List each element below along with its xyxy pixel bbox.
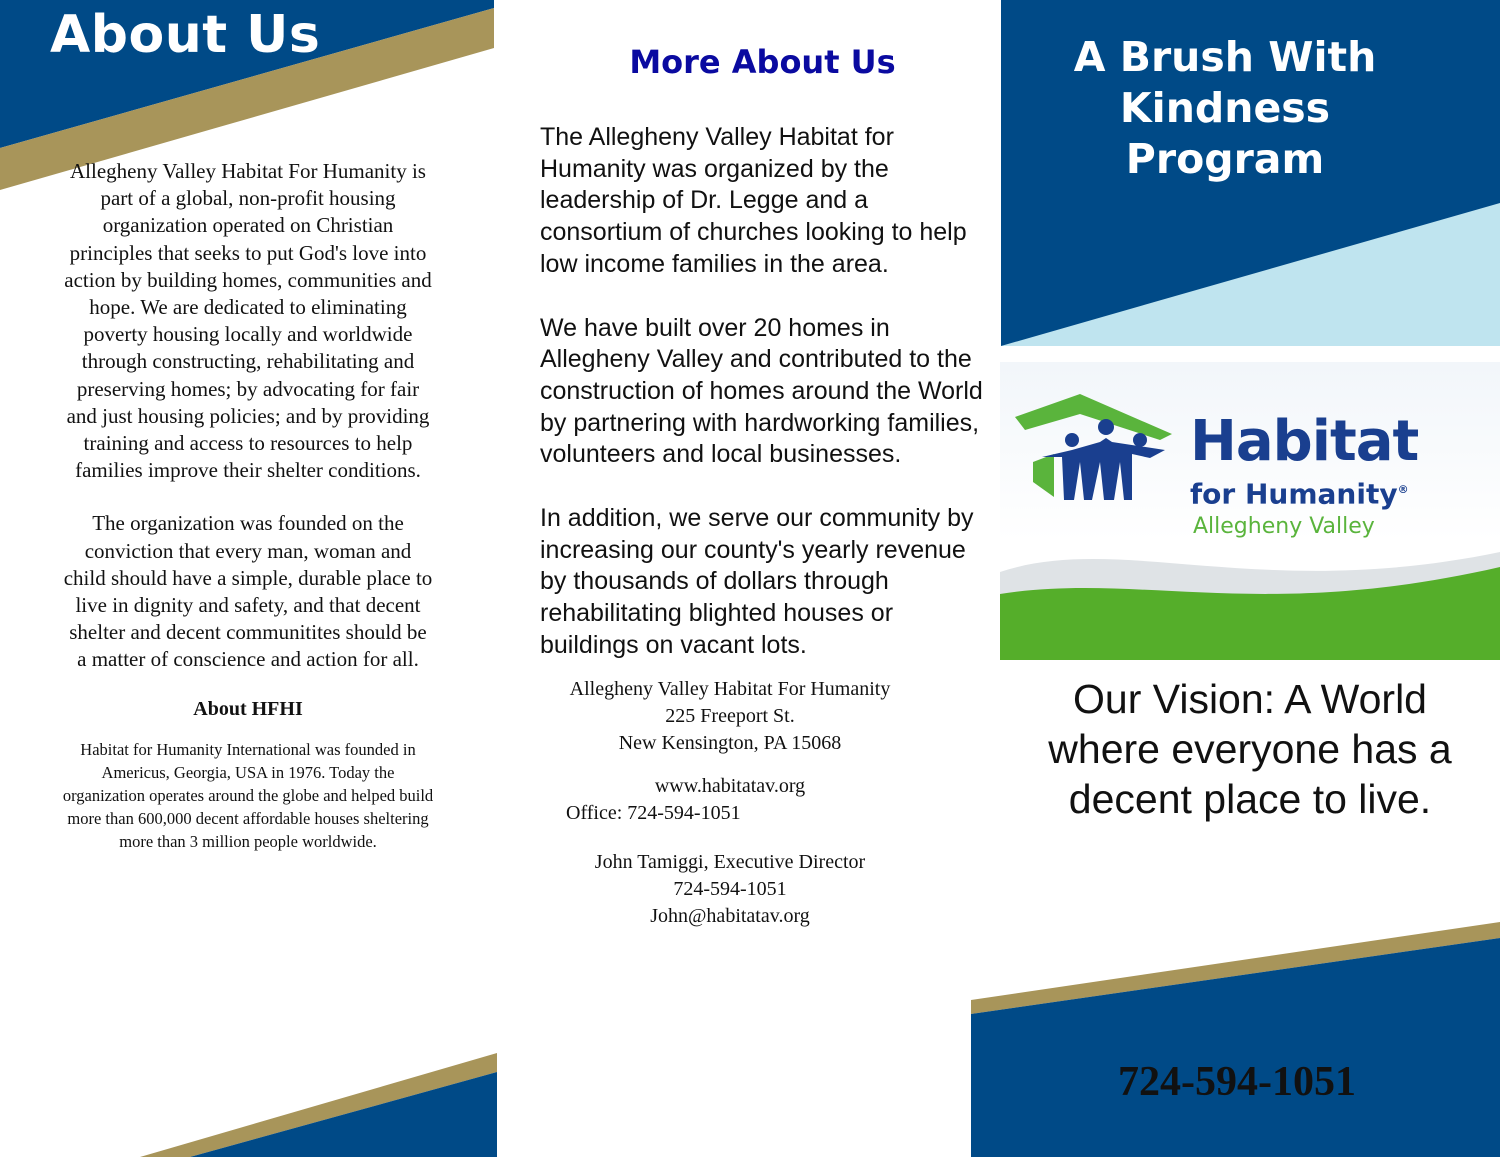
more-about-paragraph-2: We have built over 20 homes in Allegheny Valley and contributed to the construction of homes around the World by partnering with hardworking families, volunteers and local businesses.	[540, 313, 983, 469]
middle-column	[540, 42, 985, 930]
address-city: New Kensington, PA 15068	[618, 731, 842, 754]
habitat-logo	[1000, 362, 1500, 660]
logo-graphic	[1000, 362, 1500, 660]
about-hfhi-text: Habitat for Humanity International was founded in Americus, Georgia, USA in 1976. Today the organization operates around the globe and helped build more than 600,000 decent affordable houses sheltering more than 3 million people worldwide.	[62, 739, 434, 851]
website-link[interactable]: www.habitatav.org	[654, 774, 806, 797]
contact-name: John Tamiggi, Executive Director	[594, 850, 866, 873]
vision-statement: Our Vision: A World where everyone has a decent place to live.	[1048, 676, 1452, 822]
address-street: 225 Freeport St.	[665, 704, 795, 727]
logo-name: Habitat	[1190, 409, 1419, 474]
house-roof-icon	[1015, 394, 1172, 440]
office-phone: Office: 724-594-1051	[566, 801, 741, 824]
logo-subname: for Humanity®	[1190, 477, 1409, 511]
address-block	[560, 676, 900, 757]
contact-phone: 724-594-1051	[673, 877, 787, 900]
large-phone-number: 724-594-1051	[1118, 1059, 1356, 1105]
left-column	[62, 158, 434, 853]
contact-email[interactable]: John@habitatav.org	[650, 904, 810, 927]
logo-chapter: Allegheny Valley	[1193, 514, 1375, 539]
address-name: Allegheny Valley Habitat For Humanity	[569, 677, 891, 700]
more-about-paragraph-3: In addition, we serve our community by increasing our county's yearly revenue by thousands of dollars through rehabilitating blighted houses or buildings on vacant lots.	[540, 504, 974, 659]
about-hfhi-heading: About HFHI	[193, 697, 303, 720]
about-paragraph-2: The organization was founded on the conviction that every man, woman and child should have a simple, durable place to live in dignity and safety, and that decent shelter and decent communitites should be a matter of conscience and action for all.	[63, 511, 433, 672]
more-about-paragraph-1: The Allegheny Valley Habitat for Humanity was organized by the leadership of Dr. Legge and a consortium of churches looking to help low income families in the area.	[540, 123, 967, 278]
about-us-heading: About Us	[50, 5, 321, 65]
contact-block	[560, 849, 900, 930]
more-about-us-heading: More About Us	[629, 43, 896, 81]
left-bottom-navy-block	[190, 1072, 497, 1157]
about-paragraph-1: Allegheny Valley Habitat For Humanity is part of a global, non-profit housing organization operated on Christian principles that seeks to put God's love into action by building homes, communities and hope. We are dedicated to eliminating poverty housing locally and worldwide through constructing, rehabilitating and preserving homes; by advocating for fair and just housing policies; and by providing training and access to resources to help families improve their shelter conditions.	[64, 159, 432, 483]
program-title: A Brush With Kindness Program	[1073, 33, 1377, 183]
